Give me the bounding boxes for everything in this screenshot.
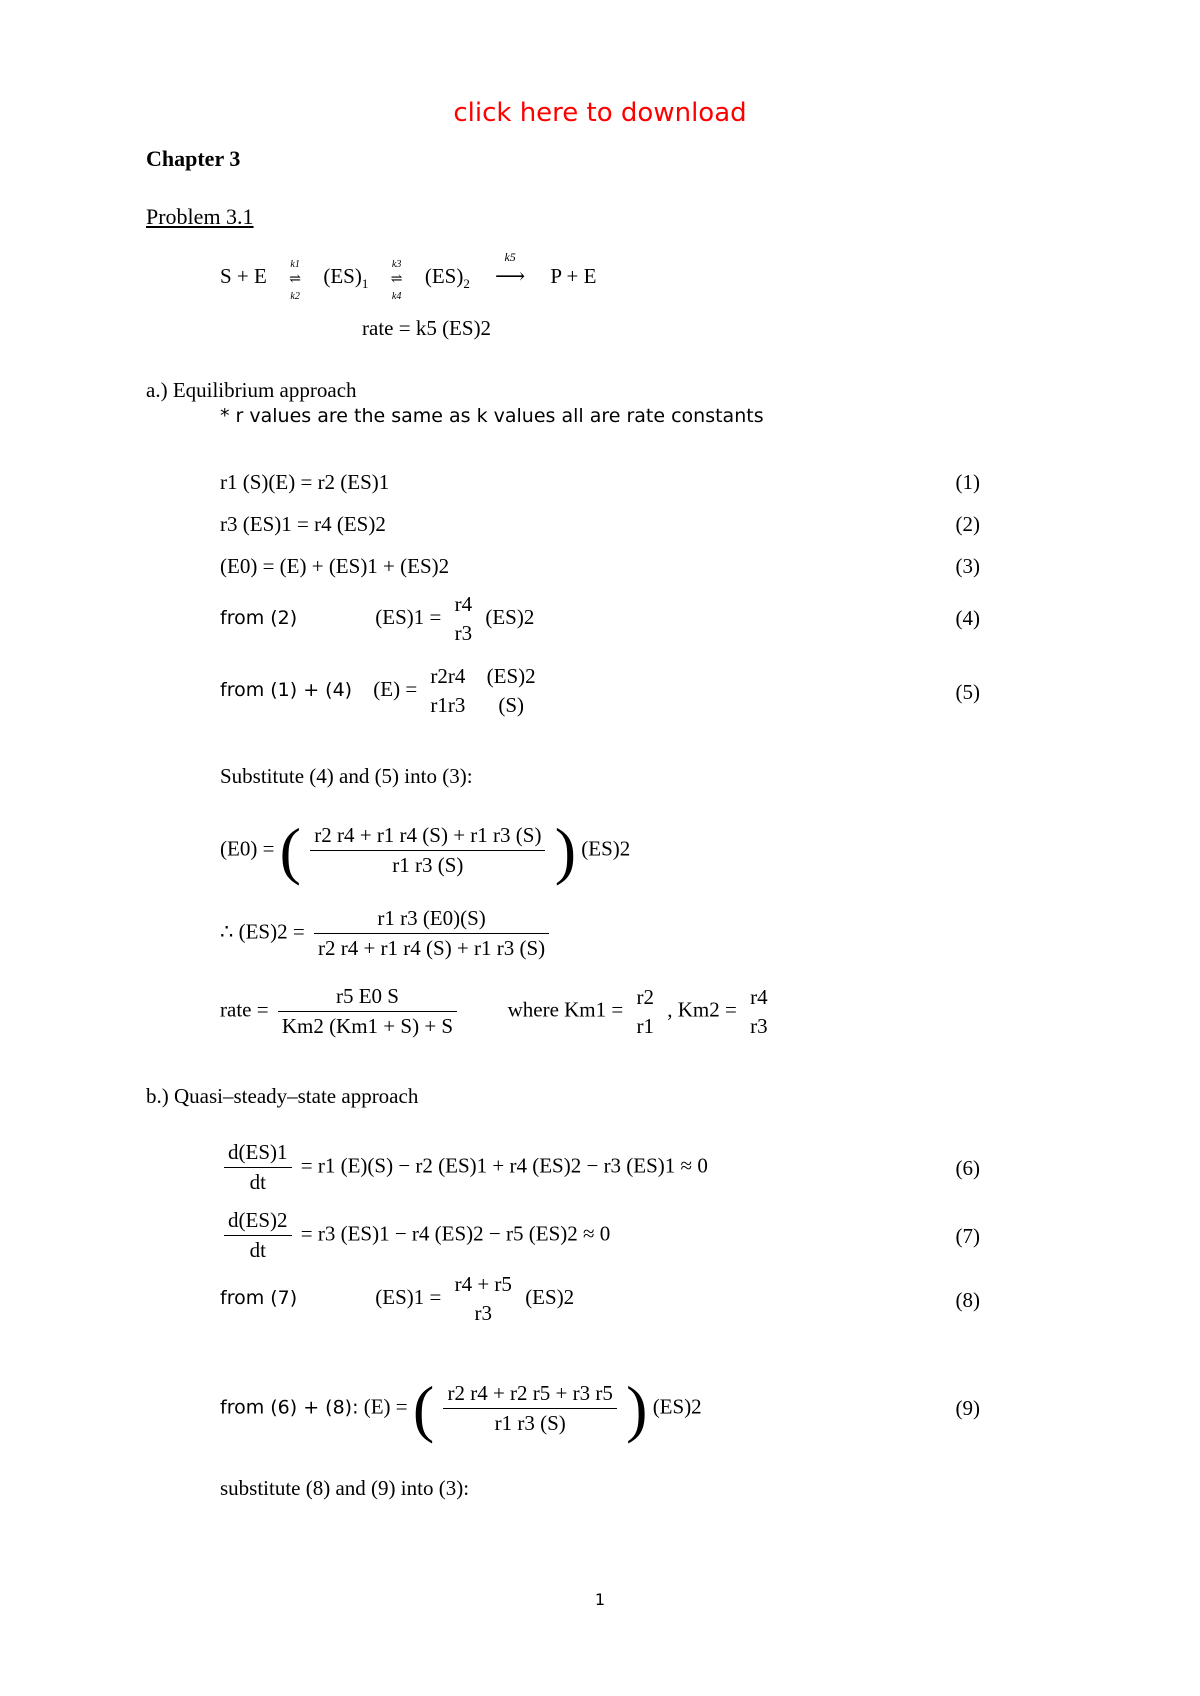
equation-number-4: (4) [955,606,980,630]
fraction: r4 r3 [750,984,768,1038]
equation-e0: (E0) = ( $\frac{r2 r4 + r1 r4 (S) + r1 r3 (S)}{r1 r3 (S)}$ ) (ES)2 [220,815,631,886]
fraction: (ES)2 (S) [486,664,536,717]
equation-6: $\frac{d(ES)1}{dt}$ = r1 (E)(S) − r2 (ES)1 + r4 (ES)2 − r3 (ES)1 ≈ 0 [220,1140,708,1195]
equation-7: $\frac{d(ES)2}{dt}$ = r3 (ES)1 − r4 (ES)2 − r5 (ES)2 ≈ 0 [220,1208,610,1263]
reaction-rhs: P + E [550,264,597,288]
fraction: $\frac{r2 r4 + r2 r5 + r3 r5}{r1 r3 (S)}$ [443,1381,616,1436]
equation-number-5: (5) [955,680,980,704]
reaction-intermediate-2: (ES) [424,264,464,288]
fraction: r4 + r5 r3 [454,1272,512,1325]
equation-number-7: (7) [955,1224,980,1248]
section-b-heading: b.) Quasi–steady–state approach [146,1084,419,1108]
reaction-lhs: S + E [220,264,267,288]
equilibrium-arrow-1: k1 ⇌ k2 [289,259,301,302]
fraction: r2r4 r1r3 [430,664,466,717]
problem-title: Problem 3.1 [146,204,254,229]
fraction: r2 r1 [636,984,654,1038]
substitute-text-a: Substitute (4) and (5) into (3): [220,764,473,788]
reaction-scheme: S + E k1 ⇌ k2 $(ES)_1$ k3 ⇌ k4 $(ES)_2$ k5 ⟶ P + E [220,250,597,302]
fraction: $\frac{d(ES)1}{dt}$ [224,1140,292,1195]
equation-number-3: (3) [955,554,980,578]
reaction-intermediate-1: (ES) [323,264,362,288]
equation-9: from (6) + (8): (E) = ( $\frac{r2 r4 + r2 r5 + r3 r5}{r1 r3 (S)}$ ) (ES)2 [220,1373,702,1444]
equation-rate: rate = $\frac{r5 E0 S}{Km2 (Km1 + S) + S}$ where Km1 = r2 r1 , Km2 = r4 r3 [220,984,776,1039]
equilibrium-arrow-2: k3 ⇌ k4 [390,259,403,302]
equation-number-2: (2) [955,512,980,536]
equation-number-8: (8) [955,1288,980,1312]
page-number: 1 [594,1590,606,1609]
rate-expression: rate = k5 (ES)2 [362,316,492,340]
equation-3: (E0) = (E) + (ES)1 + (ES)2 [220,554,450,578]
forward-arrow: k5 ⟶ [495,250,526,288]
fraction: $\frac{r1 r3 (E0)(S)}{r2 r4 + r1 r4 (S) + r1 r3 (S)}$ [314,906,549,961]
equation-number-9: (9) [955,1396,980,1420]
substitute-text-b: substitute (8) and (9) into (3): [220,1476,470,1500]
equation-number-6: (6) [955,1156,980,1180]
equation-2: r3 (ES)1 = r4 (ES)2 [220,512,386,536]
download-link[interactable]: click here to download [453,98,747,128]
equation-es2: ∴ (ES)2 = $\frac{r1 r3 (E0)(S)}{r2 r4 + r1 r4 (S) + r1 r3 (S)}$ [220,906,553,961]
fraction: r4 r3 [454,592,473,645]
section-a-note: * r values are the same as k values all are rate constants [220,405,764,427]
fraction: $\frac{r2 r4 + r1 r4 (S) + r1 r3 (S)}{r1 r3 (S)}$ [310,823,545,878]
equation-5: from (1) + (4) (E) = r2r4 r1r3 (ES)2 (S) [220,664,544,718]
equation-1: r1 (S)(E) = r2 (ES)1 [220,470,390,494]
fraction: $\frac{r5 E0 S}{Km2 (Km1 + S) + S}$ [278,984,457,1039]
section-a-heading: a.) Equilibrium approach [146,378,357,402]
fraction: $\frac{d(ES)2}{dt}$ [224,1208,292,1263]
equation-8: from (7) (ES)1 = r4 + r5 r3 (ES)2 [220,1272,575,1325]
equation-4: from (2) (ES)1 = r4 r3 (ES)2 [220,592,535,645]
equation-number-1: (1) [955,470,980,494]
chapter-title: Chapter 3 [146,146,241,171]
